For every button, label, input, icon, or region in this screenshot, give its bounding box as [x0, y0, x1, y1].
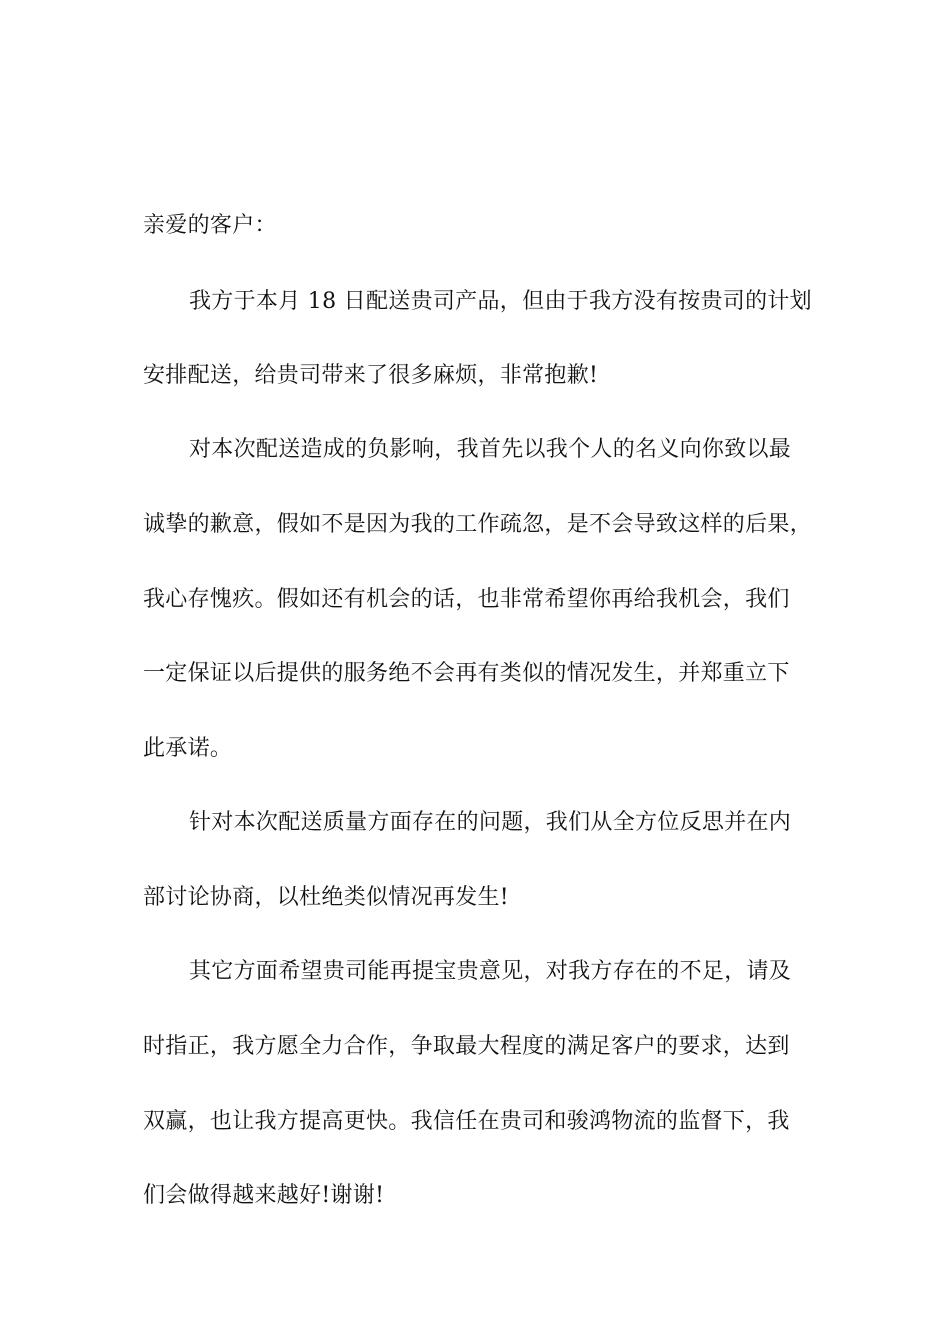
paragraph-3-line-2: 部讨论协商，以杜绝类似情况再发生!	[143, 885, 509, 910]
paragraph-1-line-1: 我方于本月 18 日配送贵司产品，但由于我方没有按贵司的计划	[189, 289, 812, 314]
paragraph-4-line-4: 们会做得越来越好!谢谢!	[143, 1183, 385, 1208]
paragraph-2-line-4: 一定保证以后提供的服务绝不会再有类似的情况发生，并郑重立下	[143, 661, 790, 686]
paragraph-2-line-2: 诚挚的歉意，假如不是因为我的工作疏忽，是不会导致这样的后果，	[143, 512, 813, 537]
salutation: 亲爱的客户：	[143, 213, 277, 238]
paragraph-2-line-1: 对本次配送造成的负影响，我首先以我个人的名义向你致以最	[189, 437, 792, 462]
paragraph-2-line-3: 我心存愧疚。假如还有机会的话，也非常希望你再给我机会，我们	[143, 587, 790, 612]
paragraph-4-line-1: 其它方面希望贵司能再提宝贵意见，对我方存在的不足，请及	[189, 959, 792, 984]
paragraph-4-line-2: 时指正，我方愿全力合作，争取最大程度的满足客户的要求，达到	[143, 1034, 790, 1059]
paragraph-2-line-5: 此承诺。	[143, 736, 233, 761]
paragraph-4-line-3: 双赢，也让我方提高更快。我信任在贵司和骏鸿物流的监督下，我	[143, 1109, 790, 1134]
paragraph-3-line-1: 针对本次配送质量方面存在的问题，我们从全方位反思并在内	[189, 810, 792, 835]
paragraph-1-line-2: 安排配送，给贵司带来了很多麻烦，非常抱歉!	[143, 363, 599, 388]
